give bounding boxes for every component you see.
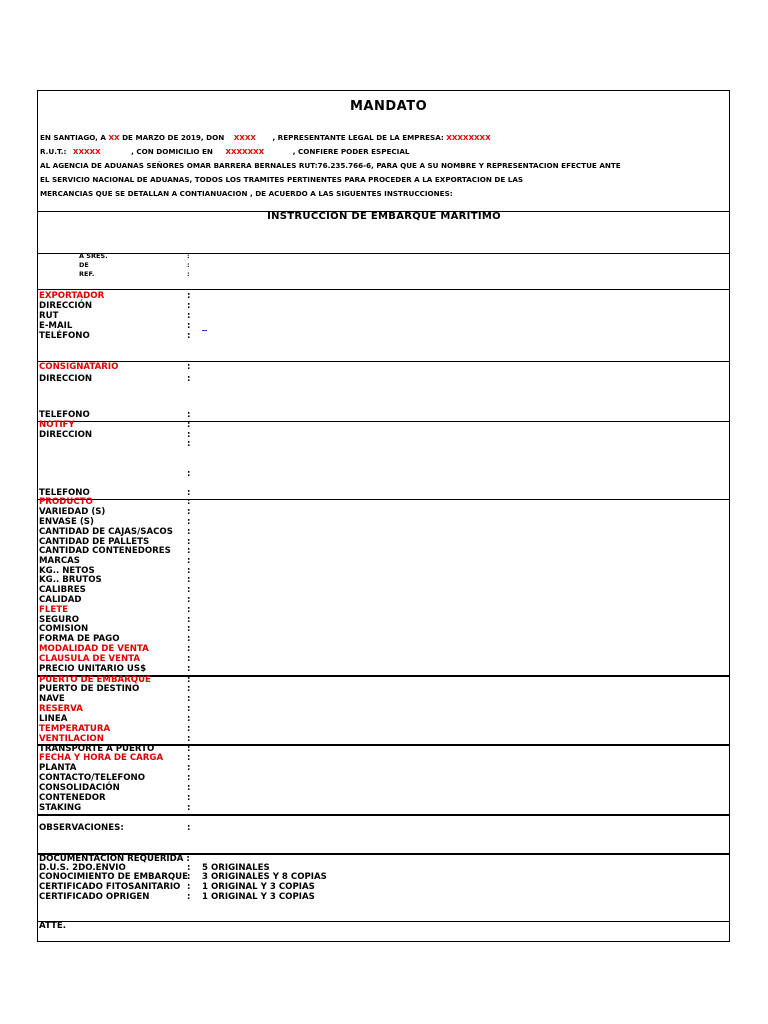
field-colon: : [187,763,191,773]
field-label: CANTIDAD DE CAJAS/SACOS [39,527,173,537]
field-colon: : [187,566,191,576]
field-colon: : [187,704,191,714]
field-colon: : [187,321,191,331]
intro-line-5: MERCANCIAS QUE SE DETALLAN A CONTIANUACION , DE ACUERDO A LAS SIGUENTES INSTRUCCIONES: [40,189,453,198]
field-colon: : [187,744,191,754]
field-label: KG.. BRUTOS [39,575,102,585]
field-colon: : [187,546,191,556]
field-label: MODALIDAD DE VENTA [39,644,149,654]
field-label: TELÉFONO [39,331,90,341]
field-colon: : [187,374,191,384]
field-colon: : [187,527,191,537]
field-label: CALIBRES [39,585,86,595]
field-colon: : [187,644,191,654]
field-label: DIRECCIÓN [39,301,93,311]
field-colon: : [187,664,191,674]
field-label: CONTACTO/TELEFONO [39,773,146,783]
field-label: KG.. NETOS [39,566,95,576]
document-copies: 1 ORIGINAL Y 3 COPIAS [202,882,315,892]
page-title: MANDATO [350,99,428,114]
field-label: RUT [39,311,59,321]
field-colon: : [187,507,191,517]
field-colon: : [187,301,191,311]
field-label: NOTIFY [39,420,75,430]
field-label: DIRECCION [39,430,93,440]
field-colon: : [187,773,191,783]
divider [37,499,730,500]
field-label: CONSIGNATARIO [39,362,119,372]
document-separator: : [187,892,191,902]
field-colon: : [187,615,191,625]
placeholder-rut: XXXXX [72,147,101,156]
field-colon: : [187,783,191,793]
field-label: E-MAIL [39,321,73,331]
field-label: EXPORTADOR [39,291,105,301]
divider [37,921,730,922]
placeholder-day: XX [108,133,120,142]
field-colon: : [187,684,191,694]
field-colon: : [187,556,191,566]
intro-line-3: AL AGENCIA DE ADUANAS SEÑORES OMAR BARRERA BERNALES RUT:76.235.766-6, PARA QUE A SU NOMBRE Y REPRESENTACION EFECTUE ANTE [40,161,621,170]
field-label: DIRECCION [39,374,93,384]
field-label: FLETE [39,605,68,615]
field-label: CALIDAD [39,595,82,605]
field-colon: : [187,734,191,744]
document-name: CERTIFICADO OPRIGEN [39,892,150,902]
document-name: D.U.S. 2DO.ENVIO [39,863,126,873]
field-colon: : [187,753,191,763]
placeholder-domicilio: XXXXXXX [225,147,265,156]
field-label: TEMPERATURA [39,724,111,734]
divider [37,814,730,816]
field-colon: : [187,724,191,734]
field-colon: : [187,714,191,724]
field-colon: : [187,654,191,664]
field-label: OBSERVACIONES: [39,823,124,833]
field-label: MARCAS [39,556,80,566]
header-field-colon: : [187,261,190,269]
intro-text: , REPRESENTANTE LEGAL DE LA EMPRESA: [272,133,444,142]
field-label: RESERVA [39,704,83,714]
field-label: CONSOLIDACIÓN [39,783,120,793]
field-colon: : [187,410,191,420]
placeholder-don: XXXX [233,133,256,142]
divider [37,289,730,290]
field-colon: : [187,624,191,634]
field-label: TELEFONO [39,488,90,498]
field-label: TELEFONO [39,410,90,420]
documents-heading: DOCUMENTACION REQUERIDA : [39,854,190,864]
placeholder-empresa: XXXXXXXX [446,133,491,142]
field-colon: : [187,331,191,341]
field-colon: : [187,497,191,507]
intro-text: DE MARZO DE 2019, DON [119,133,225,142]
email-link-underline [202,330,207,331]
document-separator: : [187,882,191,892]
field-label: ENVASE (S) [39,517,94,527]
document-separator: : [187,872,191,882]
intro-line-4: EL SERVICIO NACIONAL DE ADUANAS, TODOS LOS TRAMITES PERTINENTES PARA PROCEDER A LA EXPORTACION DE LAS [40,175,524,184]
field-colon: : [187,585,191,595]
field-colon: : [187,469,191,479]
field-label: TRANSPORTE A PUERTO [39,744,155,754]
field-colon: : [187,420,191,430]
field-label: VENTILACION [39,734,104,744]
field-colon: : [187,675,191,685]
document-separator: : [187,863,191,873]
document-name: CERTIFICADO FITOSANITARIO [39,882,181,892]
field-label: FORMA DE PAGO [39,634,120,644]
field-label: CONTENEDOR [39,793,106,803]
header-field-label: DE [79,261,89,269]
document-copies: 1 ORIGINAL Y 3 COPIAS [202,892,315,902]
field-label: SEGURO [39,615,80,625]
closing-atte: ATTE. [39,921,67,931]
field-colon: : [187,605,191,615]
intro-text: EN SANTIAGO, A [40,133,109,142]
intro-text: , CON DOMICILIO EN [131,147,213,156]
header-field-colon: : [187,252,190,260]
field-colon: : [187,362,191,372]
field-colon: : [187,803,191,813]
divider [37,421,730,422]
field-colon: : [187,517,191,527]
intro-text: R.U.T.: [40,147,67,156]
field-label: PLANTA [39,763,77,773]
divider [37,253,730,254]
section-title: INSTRUCCION DE EMBARQUE MARITIMO [267,211,501,222]
header-field-label: REF. [79,270,95,278]
field-colon: : [187,439,191,449]
field-label: NAVE [39,694,65,704]
document-copies: 3 ORIGINALES Y 8 COPIAS [202,872,327,882]
field-colon: : [187,694,191,704]
field-label: CANTIDAD CONTENEDORES [39,546,171,556]
field-colon: : [187,537,191,547]
field-label: PRECIO UNITARIO US$ [39,664,147,674]
intro-line-2 [40,147,409,156]
field-label: LINEA [39,714,68,724]
divider [37,361,730,362]
header-field-label: A SRES. [79,252,108,260]
field-colon: : [187,595,191,605]
field-colon: : [187,823,191,833]
field-colon: : [187,291,191,301]
field-label: CLAUSULA DE VENTA [39,654,140,664]
field-colon: : [187,488,191,498]
intro-text: , CONFIERE PODER ESPECIAL [292,147,410,156]
intro-line-1 [40,133,491,142]
document-copies: 5 ORIGINALES [202,863,270,873]
field-label: STAKING [39,803,82,813]
field-label: CANTIDAD DE PALLETS [39,537,150,547]
field-label: PRODUCTO [39,497,93,507]
field-label: FECHA Y HORA DE CARGA [39,753,164,763]
field-colon: : [187,575,191,585]
field-label: PUERTO DE DESTINO [39,684,140,694]
field-label: PUERTO DE EMBARQUE [39,675,151,685]
field-label: COMISION [39,624,89,634]
field-colon: : [187,311,191,321]
field-colon: : [187,430,191,440]
field-colon: : [187,793,191,803]
header-field-colon: : [187,270,190,278]
field-label: VARIEDAD (S) [39,507,106,517]
document-name: CONOCIMIENTO DE EMBARQUE [39,872,188,882]
field-colon: : [187,634,191,644]
